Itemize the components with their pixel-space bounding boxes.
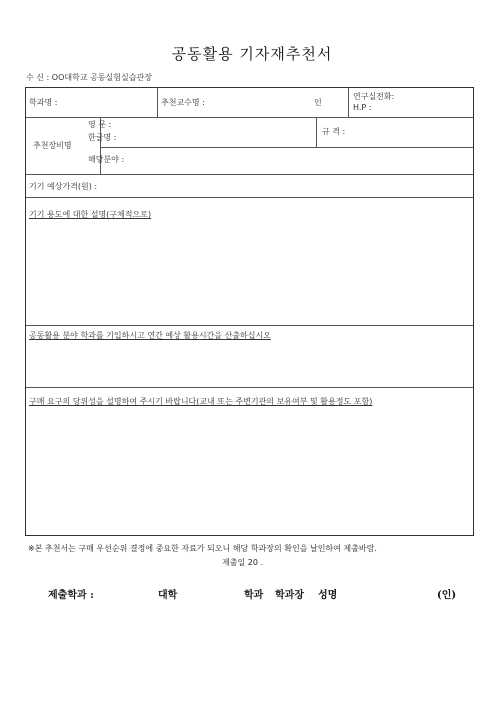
korean-name-label: 한글명 : — [88, 133, 117, 142]
field-label: 해당분야 : — [88, 155, 125, 164]
signature-department: 학과 — [244, 590, 264, 601]
justification-label: 구매 요구의 당위성을 설명하여 주시기 바랍니다(교내 또는 주변기관의 보유여부 및 활용정도 포함) — [29, 397, 373, 406]
usage-label: 공동활용 분야 학과를 기입하시고 연간 예상 활용시간을 산출하십시오 — [29, 331, 271, 340]
professor-label: 추천교수명 : — [161, 98, 205, 107]
signature-name-label: 성명 — [318, 590, 338, 601]
seal-label: 인 — [314, 98, 322, 107]
lab-phone-label: 연구실전화: — [353, 92, 395, 101]
col-divider-phone — [348, 88, 349, 117]
col-divider-spec — [316, 117, 317, 147]
purpose-label: 기기 용도에 대한 설명(구체적으로) — [29, 210, 152, 219]
submission-date: 제출일 20 . — [222, 558, 263, 567]
english-name-label: 영 문 : — [88, 120, 112, 129]
recommendation-form — [25, 87, 474, 536]
signature-head: 학과장 — [275, 590, 304, 601]
equipment-label: 추천장비명 — [33, 141, 72, 150]
row-divider-1 — [26, 117, 473, 118]
row-divider-3 — [26, 197, 473, 198]
page-title: 공동활용 기자재추천서 — [171, 45, 333, 63]
signature-dept-label: 제출학과 : — [48, 590, 94, 601]
recipient-line: 수 신 : OO대학교 공동실험실습관장 — [26, 73, 152, 82]
spec-label: 규 격 : — [322, 127, 346, 136]
signature-seal: (인) — [437, 590, 457, 601]
dept-label: 학과명 : — [29, 98, 58, 107]
hp-label: H.P : — [353, 103, 372, 112]
row-divider-4 — [26, 325, 473, 326]
row-divider-5 — [26, 387, 473, 388]
equipment-inner-divider — [100, 147, 473, 148]
col-divider-prof — [157, 88, 158, 117]
signature-university: 대학 — [158, 590, 178, 601]
row-divider-2 — [26, 174, 473, 175]
price-label: 기기 예상가격(원) : — [29, 182, 98, 191]
submission-note: ※본 추천서는 구매 우선순위 결정에 중요한 자료가 되오니 해당 학과장의 확인을 날인하여 제출바람. — [28, 544, 377, 553]
